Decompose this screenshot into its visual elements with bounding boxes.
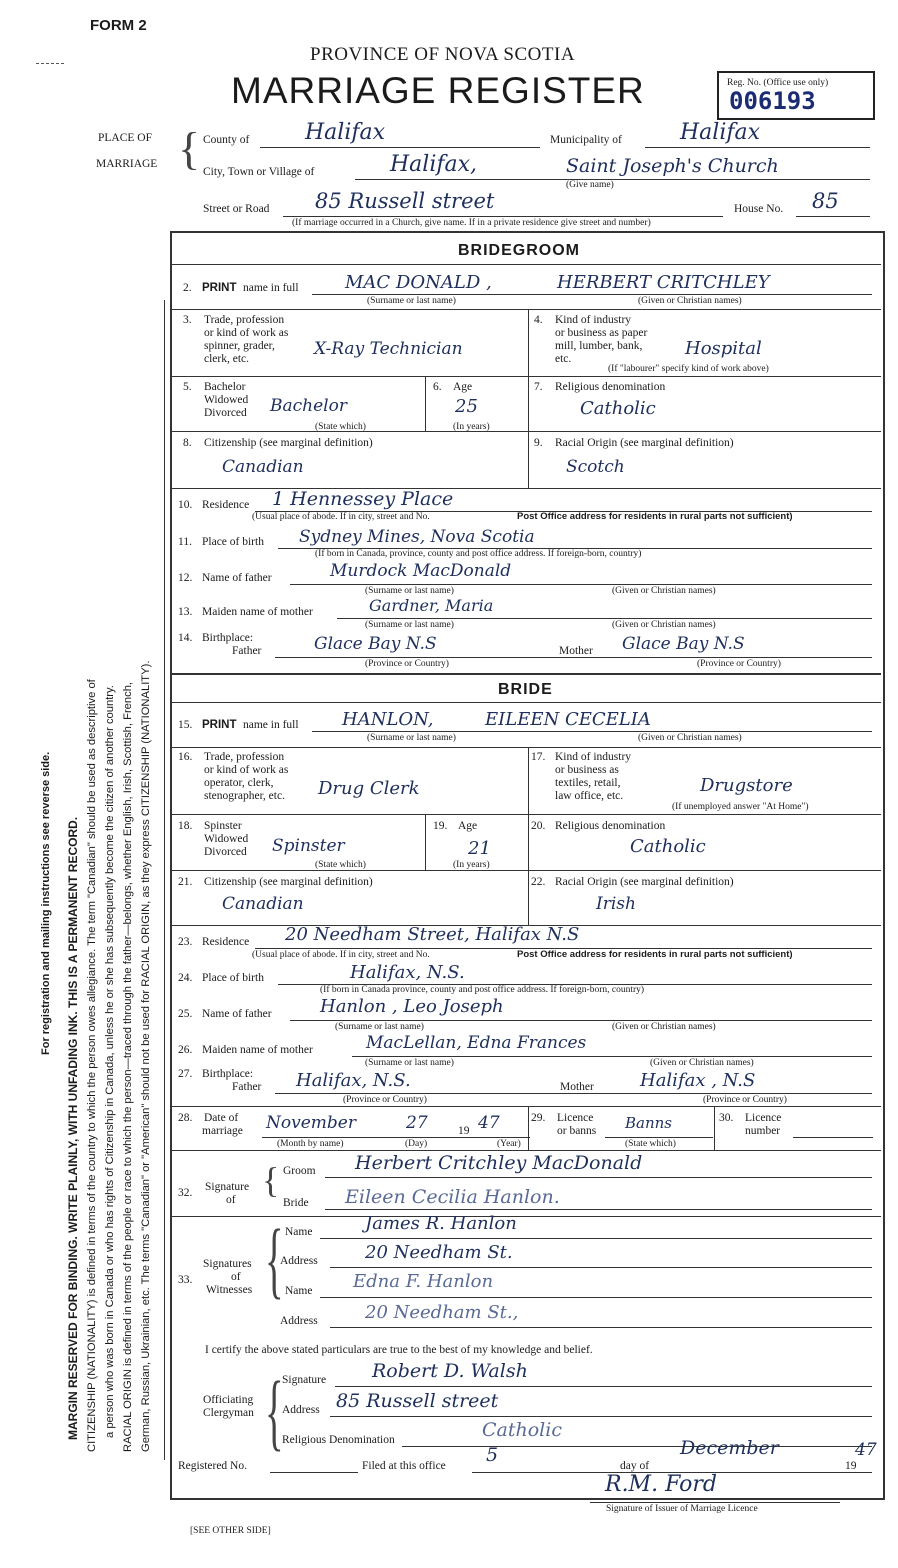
municipality-label: Municipality of [550,134,622,146]
f29-divider [528,1106,529,1150]
f6-label: Age [453,381,473,393]
f14-label1: Birthplace: [202,632,254,644]
place-heading-1: PLACE OF [98,132,152,144]
city-label: City, Town or Village of [203,166,315,178]
w1-addr-label: Address [280,1255,318,1267]
marriage-banns: Banns [625,1114,672,1132]
see-other-side: [SEE OTHER SIDE] [190,1526,271,1536]
place-brace: { [178,123,201,174]
f4-l4: etc. [555,353,572,365]
bride-birthplace: Halifax, N.S. [350,962,465,983]
f15-given-cap: (Given or Christian names) [638,733,742,743]
w2-addr-label: Address [280,1315,318,1327]
f29-l1: Licence [557,1112,594,1124]
f5-l1: Bachelor [204,381,246,393]
house-line [796,216,870,217]
witness1-address: 20 Needham St. [365,1242,513,1263]
sig-brace: { [262,1160,280,1200]
f5-num: 5. [183,381,192,393]
f3-divider [528,309,529,376]
f29-line [605,1137,713,1138]
rule-m0 [172,1150,881,1151]
f12-num: 12. [178,572,193,584]
rule-g1 [172,309,881,310]
f12-line [290,584,872,585]
groom-birthplace: Sydney Mines, Nova Scotia [299,527,535,547]
f16-l2: or kind of work as [204,764,289,776]
f4-cap: (If "labourer" specify kind of work above) [608,364,769,374]
clergy-addr-label: Address [282,1404,320,1416]
f10-cap1: (Usual place of abode. If in city, street and No. [252,512,430,522]
f8-num: 8. [183,437,192,449]
clergy-addr-line [330,1416,872,1417]
f13-label: Maiden name of mother [202,606,313,618]
f18-l2: Widowed [204,833,249,845]
f10-label: Residence [202,499,250,511]
f22-label: Racial Origin (see marginal definition) [555,876,734,888]
f14-cap1: (Province or Country) [365,659,449,669]
bride-surname: HANLON, [342,709,434,730]
groom-industry: Hospital [685,338,762,359]
rule-b2 [172,814,881,815]
bride-signature: Eileen Cecilia Hanlon. [345,1186,560,1208]
place-note: (If marriage occurred in a Church, give name. If in a private residence give street and number) [292,218,651,228]
f24-label: Place of birth [202,972,264,984]
groom-trade: X-Ray Technician [314,339,463,359]
f30-divider [714,1106,715,1150]
street-label: Street or Road [203,203,270,215]
form-number: FORM 2 [90,17,147,34]
f30-line [793,1137,873,1138]
f28-line [262,1137,530,1138]
clergy-signature: Robert D. Walsh [372,1360,528,1382]
f25-cap1: (Surname or last name) [335,1022,424,1032]
place-heading-2: MARRIAGE [96,158,158,170]
filed-year-prefix: 19 [845,1460,857,1472]
f25-line [290,1020,872,1021]
bride-father: Hanlon , Leo Joseph [320,996,504,1017]
f30-num: 30. [719,1112,734,1124]
f16-l3: operator, clerk, [204,777,274,789]
f5-l3: Divorced [204,407,247,419]
f27-cap1: (Province or Country) [343,1095,427,1105]
margin-line-5: RACIAL ORIGIN is defined in terms of the people or race to which the person—traced through the father—belongs, whether English, Irish, Scottish, French, [122,681,134,1452]
f17-l4: law office, etc. [555,790,624,802]
groom-mother: Gardner, Maria [369,596,494,615]
f3-l1: Trade, profession [204,314,285,326]
registration-number: 006193 [729,87,816,115]
f11-num: 11. [178,536,192,548]
bride-heading: BRIDE [498,681,553,698]
bride-trade: Drug Clerk [318,778,420,799]
f33-l3: Witnesses [206,1284,253,1296]
rule-b5 [172,1106,881,1107]
f18-l3: Divorced [204,846,247,858]
f11-label: Place of birth [202,536,264,548]
clergy-relig-label: Religious Denomination [282,1434,395,1446]
f15-surname-cap: (Surname or last name) [367,733,456,743]
groom-father-birthplace: Glace Bay N.S [314,634,437,654]
groom-citizenship: Canadian [222,457,304,477]
f7-divider [528,376,529,431]
f5-cap: (State which) [315,422,366,432]
officiating-l1: Officiating [203,1394,254,1406]
f2-line [312,294,872,295]
city-value: Halifax, [390,152,478,177]
f20-label: Religious denomination [555,820,666,832]
f17-cap: (If unemployed answer "At Home") [672,802,809,812]
f18-cap: (State which) [315,860,366,870]
f23-label: Residence [202,936,250,948]
groom-status: Bachelor [270,396,347,416]
f18-l1: Spinster [204,820,242,832]
marriage-year-prefix: 19 [458,1125,470,1137]
f17-l2: or business as [555,764,619,776]
f20-divider [528,814,529,870]
rule-g0 [172,264,881,265]
margin-line-1: For registration and mailing instructions see reverse side. [40,751,52,1055]
bride-sig-line [325,1209,872,1210]
clergy-brace: { [265,1363,284,1459]
f17-num: 17. [531,751,546,763]
clergy-sig-label: Signature [282,1374,327,1386]
f27-label2: Father [232,1081,262,1093]
f29-num: 29. [531,1112,546,1124]
rule-b0 [172,702,881,703]
f12-label: Name of father [202,572,272,584]
street-line [283,216,723,217]
margin-line-3: CITIZENSHIP (NATIONALITY) is defined in terms of the country to which the person owes allegiance. The term "Canadian" should be used as descriptive of [86,679,98,1452]
f25-label: Name of father [202,1008,272,1020]
margin-line-4: a person who was born in Canada or who has rights of Citizenship in Canada, unless he or she has subsequently become the citizen of another country. [104,685,116,1438]
registration-label: Reg. No. (Office use only) [727,78,829,88]
f7-label: Religious denomination [555,381,666,393]
f27-label1: Birthplace: [202,1068,254,1080]
registered-label: Registered No. [178,1460,247,1472]
f16-l1: Trade, profession [204,751,285,763]
bride-sig-label: Bride [283,1197,309,1209]
f17-l1: Kind of industry [555,751,632,763]
marriage-month: November [266,1113,356,1133]
f11-cap: (If born in Canada, province, county and post office address. If foreign-born, country) [315,549,642,559]
f12-cap2: (Given or Christian names) [612,586,716,596]
f28-l1: Date of [204,1112,239,1124]
certify-statement: I certify the above stated particulars are true to the best of my knowledge and belief. [205,1344,593,1356]
f18-num: 18. [178,820,193,832]
f30-l1: Licence [745,1112,782,1124]
f24-cap: (If born in Canada province, county and post office address. If foreign-born, country) [320,985,645,995]
f20-num: 20. [531,820,546,832]
f14-line [275,657,872,658]
f33-l1: Signatures [203,1258,252,1270]
f28-month-cap: (Month by name) [277,1139,344,1149]
bride-mother-birthplace: Halifax , N.S [640,1070,756,1091]
f14-mother-label: Mother [559,645,593,657]
bride-residence: 20 Needham Street, Halifax N.S [285,924,580,945]
f29-cap: (State which) [625,1139,676,1149]
groom-racial: Scotch [566,457,625,477]
f16-divider [528,747,529,814]
bride-religion: Catholic [630,836,706,857]
county-label: County of [203,134,250,146]
groom-religion: Catholic [580,398,656,419]
bridegroom-heading: BRIDEGROOM [458,242,580,259]
f21-label: Citizenship (see marginal definition) [204,876,373,888]
f16-num: 16. [178,751,193,763]
f22-divider [528,870,529,925]
f33-num: 33. [178,1274,193,1286]
f23-num: 23. [178,936,193,948]
f9-num: 9. [534,437,543,449]
f32-num: 32. [178,1187,193,1199]
province-heading: PROVINCE OF NOVA SCOTIA [310,44,576,65]
f13-cap1: (Surname or last name) [365,620,454,630]
f26-line [352,1056,872,1057]
w1-name-label: Name [285,1226,313,1238]
groom-sig-line [325,1177,872,1178]
f5-l2: Widowed [204,394,249,406]
give-name-caption: (Give name) [566,180,614,190]
bride-industry: Drugstore [700,775,793,796]
bride-age: 21 [468,838,491,859]
clergy-relig-line [402,1446,872,1447]
f21-num: 21. [178,876,193,888]
rule-g3 [172,431,881,432]
municipality-line [645,147,870,148]
clergy-address: 85 Russell street [336,1390,499,1412]
bride-father-birthplace: Halifax, N.S. [296,1070,411,1091]
filed-year: 47 [855,1440,877,1460]
margin-line-2: MARGIN RESERVED FOR BINDING. WRITE PLAINLY, WITH UNFADING INK. THIS IS A PERMANENT RECORD. [66,816,80,1440]
groom-surname: MAC DONALD , [345,272,492,293]
issuer-signature: R.M. Ford [605,1472,717,1497]
f26-cap1: (Surname or last name) [365,1058,454,1068]
w2-name-label: Name [285,1285,313,1297]
bride-racial: Irish [596,894,636,914]
page-title: MARRIAGE REGISTER [231,70,645,111]
f28-year-cap: (Year) [497,1139,521,1149]
church-value: Saint Joseph's Church [566,155,779,177]
f13-num: 13. [178,606,193,618]
county-value: Halifax [305,120,386,145]
f26-cap2: (Given or Christian names) [650,1058,754,1068]
f19-num: 19. [433,820,448,832]
witness1-name: James R. Hanlon [365,1213,517,1234]
f8-label: Citizenship (see marginal definition) [204,437,373,449]
f23-cap1: (Usual place of abode. If in city, street and No. [252,950,430,960]
f28-l2: marriage [202,1125,243,1137]
f29-l2: or banns [557,1125,597,1137]
f14-label2: Father [232,645,262,657]
f14-num: 14. [178,632,193,644]
witness2-address: 20 Needham St., [365,1302,519,1323]
w1-name-line [320,1238,872,1239]
filed-label: Filed at this office [362,1460,446,1472]
binding-rule [164,300,165,1460]
f4-l2: or business as paper [555,327,648,339]
w2-addr-line [330,1327,872,1328]
f19-label: Age [458,820,478,832]
bride-citizenship: Canadian [222,894,304,914]
f6-cap: (In years) [453,422,490,432]
marriage-year: 47 [478,1113,500,1133]
f14-cap2: (Province or Country) [697,659,781,669]
f28-day-cap: (Day) [405,1139,428,1149]
f32-l2: of [226,1194,236,1206]
groom-sig-label: Groom [283,1165,316,1177]
f15-line [312,731,872,732]
bride-status: Spinster [272,836,345,856]
f32-l1: Signature [205,1181,250,1193]
bride-given: EILEEN CECELIA [485,709,651,730]
f24-num: 24. [178,972,193,984]
f3-l4: clerk, etc. [204,353,250,365]
groom-signature: Herbert Critchley MacDonald [355,1152,643,1174]
street-value: 85 Russell street [315,189,495,213]
f2-given-cap: (Given or Christian names) [638,296,742,306]
filed-day: 5 [486,1444,499,1466]
f13-cap2: (Given or Christian names) [612,620,716,630]
w1-addr-line [330,1267,872,1268]
filed-month: December [680,1437,779,1459]
margin-line-6: German, Russian, Ukrainian, etc. The terms "Canadian" or "American" should not be used for RACIAL ORIGIN, as they express CITIZENSHIP (NATIONALITY). [140,660,152,1452]
registered-line [270,1472,358,1473]
municipality-value: Halifax [680,120,761,145]
f26-label: Maiden name of mother [202,1044,313,1056]
f27-mother-label: Mother [560,1081,594,1093]
county-line [260,147,540,148]
margin-mark [36,63,64,64]
groom-mother-birthplace: Glace Bay N.S [622,634,745,654]
f27-num: 27. [178,1068,193,1080]
f9-label: Racial Origin (see marginal definition) [555,437,734,449]
witness-brace: { [265,1211,284,1307]
f2-label: name in full [243,282,299,294]
f23-cap2: Post Office address for residents in rural parts not sufficient) [517,949,793,960]
issuer-caption: Signature of Issuer of Marriage Licence [606,1504,758,1514]
f13-line [337,618,872,619]
f9-divider [528,431,529,488]
witness2-name: Edna F. Hanlon [353,1271,494,1292]
house-value: 85 [812,189,839,213]
f22-num: 22. [531,876,546,888]
f2-print: PRINT [202,282,237,294]
f2-num: 2. [183,282,192,294]
f33-l2: of [231,1271,241,1283]
groom-residence: 1 Hennessey Place [272,488,454,510]
officiating-l2: Clergyman [203,1407,254,1419]
f7-num: 7. [534,381,543,393]
f28-num: 28. [178,1112,193,1124]
clergy-sig-line [335,1386,872,1387]
f27-cap2: (Province or Country) [703,1095,787,1105]
f25-num: 25. [178,1008,193,1020]
f19-divider-l [425,814,426,870]
f25-cap2: (Given or Christian names) [612,1022,716,1032]
f3-l3: spinner, grader, [204,340,275,352]
f15-num: 15. [178,719,193,731]
f17-l3: textiles, retail, [555,777,621,789]
w2-name-line [320,1297,872,1298]
f3-num: 3. [183,314,192,326]
f6-num: 6. [433,381,442,393]
f6-divider-l [425,376,426,431]
f15-print: PRINT [202,719,237,731]
rule-g2 [172,376,881,377]
marriage-day: 27 [406,1113,428,1133]
registration-box [717,71,875,120]
f4-l3: mill, lumber, bank, [555,340,643,352]
f30-l2: number [745,1125,781,1137]
f4-num: 4. [534,314,543,326]
bride-mother: MacLellan, Edna Frances [366,1033,587,1053]
f12-cap1: (Surname or last name) [365,586,454,596]
house-label: House No. [734,203,784,215]
issuer-sig-line [590,1502,840,1503]
groom-age: 25 [455,396,478,417]
rule-b1 [172,747,881,748]
f15-label: name in full [243,719,299,731]
day-of-label: day of [620,1460,650,1472]
f2-surname-cap: (Surname or last name) [367,296,456,306]
f27-line [275,1093,872,1094]
f26-num: 26. [178,1044,193,1056]
f19-cap: (In years) [453,860,490,870]
rule-b3 [172,870,881,871]
groom-father: Murdock MacDonald [330,561,512,581]
f10-num: 10. [178,499,193,511]
clergy-religion: Catholic [482,1419,562,1441]
f10-cap2: Post Office address for residents in rural parts not sufficient) [517,511,793,522]
rule-g5 [172,673,881,675]
groom-given: HERBERT CRITCHLEY [557,272,770,293]
f3-l2: or kind of work as [204,327,289,339]
f4-l1: Kind of industry [555,314,632,326]
f16-l4: stenographer, etc. [204,790,285,802]
